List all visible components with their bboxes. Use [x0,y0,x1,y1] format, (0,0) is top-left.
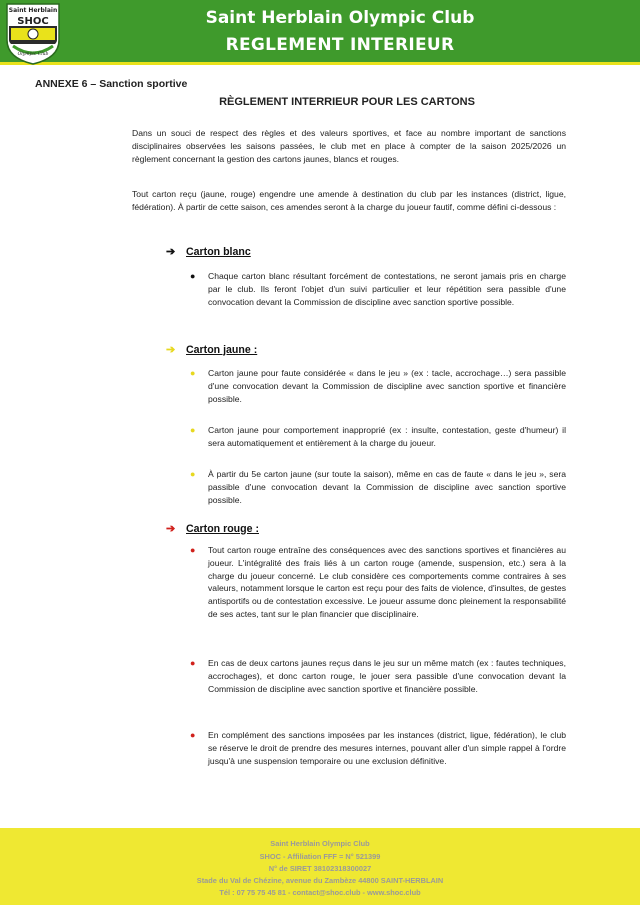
bullet-icon: ● [190,425,196,435]
bullet-icon: ● [190,271,196,281]
page-footer [0,828,640,905]
club-logo [5,2,61,66]
logo-text-top: Saint Herblain [8,7,58,14]
section-carton-jaune [166,343,257,356]
section-carton-rouge [166,522,259,535]
section-label-jaune: Carton jaune : [186,343,258,356]
header-title-line1: Saint Herblain Olympic Club [205,8,475,28]
list-item-text: En complément des sanctions imposées par les instances (district, ligue, fédération), le club se réserve le droit de prendre des mesures internes, pouvant aller d'un simple rappel à l'ordre jusqu'à une suspension temporaire ou une exclusion définitive. [208,730,566,766]
bullet-icon: ● [190,658,196,668]
header-divider [0,62,640,65]
arrow-right-icon: ➔ [166,246,176,258]
list-item-text: En cas de deux cartons jaunes reçus dans le jeu sur un même match (ex : fautes techniques, accrochages), et donc carton rouge, le jouer sera passible d'une convocation devant la Commission de discipline avec sanction sportive et financière possible. [208,658,566,694]
logo-text-mid: SHOC [17,16,49,27]
section-label-blanc: Carton blanc [186,245,251,258]
header-title-line2: REGLEMENT INTERIEUR [225,35,455,55]
footer-address: Stade du Val de Chézine, avenue du Zambèze 44800 SAINT-HERBLAIN [196,876,444,885]
list-item-text: Tout carton rouge entraîne des conséquences avec des sanctions sportives et financières au joueur. L'intégralité des frais liés à un carton rouge (amende, suspension, etc.) sera à la charge du joueur concerné. Le club considère ces comportements comme contraires à ses valeurs, notamment lorsque le carton est reçu pour des faits de violence, d'insultes, de gestes antisportifs ou de contestation excessive. Le joueur assume donc pleinement la responsabilité de ses actes, tant sur le plan financier que disciplinaire. [208,545,566,619]
list-item-text: Carton jaune pour faute considérée « dans le jeu » (ex : tacle, accrochage…) sera passible d'une convocation devant la Commission de discipline avec sanction sportive et financière possible. [208,368,566,404]
bullet-icon: ● [190,545,196,555]
bullet-icon: ● [190,368,196,378]
list-item-text: À partir du 5e carton jaune (sur toute la saison), même en cas de faute « dans le jeu », sera passible d'une convocation devant la Commission de discipline avec sanction sportive possible. [208,469,566,505]
list-item-text: Carton jaune pour comportement inapproprié (ex : insulte, contestation, geste d'humeur) il sera automatiquement et entièrement à la charge du joueur. [208,425,566,448]
list-item-text: Chaque carton blanc résultant forcément de contestations, ne seront jamais pris en charge par le club. Ils feront l'objet d'un suivi particulier et leur répétition sera passible d'une convocation devant la Commission de discipline avec sanction sportive possible. [208,271,566,307]
arrow-right-icon: ➔ [166,523,176,535]
footer-club-name: Saint Herblain Olympic Club [270,839,370,848]
section-carton-blanc [166,245,251,258]
footer-contact: Tél : 07 75 75 45 81 - contact@shoc.club - www.shoc.club [219,888,421,897]
annexe-heading: ANNEXE 6 – Sanction sportive [35,78,188,90]
arrow-right-icon: ➔ [166,344,176,356]
footer-affiliation: SHOC - Affiliation FFF = N° 521399 [259,852,381,861]
intro-paragraph-1: Dans un souci de respect des règles et des valeurs sportives, et face au nombre important de sanctions disciplinaires observées les saisons passées, le club met en place à compter de la saison 2025/2026 un règlement concernant la gestion des cartons jaunes, blancs et rouges. [132,128,566,164]
footer-siret: N° de SIRET 38102318300027 [268,864,372,873]
bullet-icon: ● [190,469,196,479]
logo-text-bottom: Olympic Club [17,52,49,57]
bullet-icon: ● [190,730,196,740]
intro-paragraph-2: Tout carton reçu (jaune, rouge) engendre une amende à destination du club par les instances (district, ligue, fédération). À partir de cette saison, ces amendes seront à la charge du joueur fautif, comme défini ci-dessous : [132,189,566,212]
section-label-rouge: Carton rouge : [186,522,259,535]
document-title: RÈGLEMENT INTERRIEUR POUR LES CARTONS [219,96,475,108]
